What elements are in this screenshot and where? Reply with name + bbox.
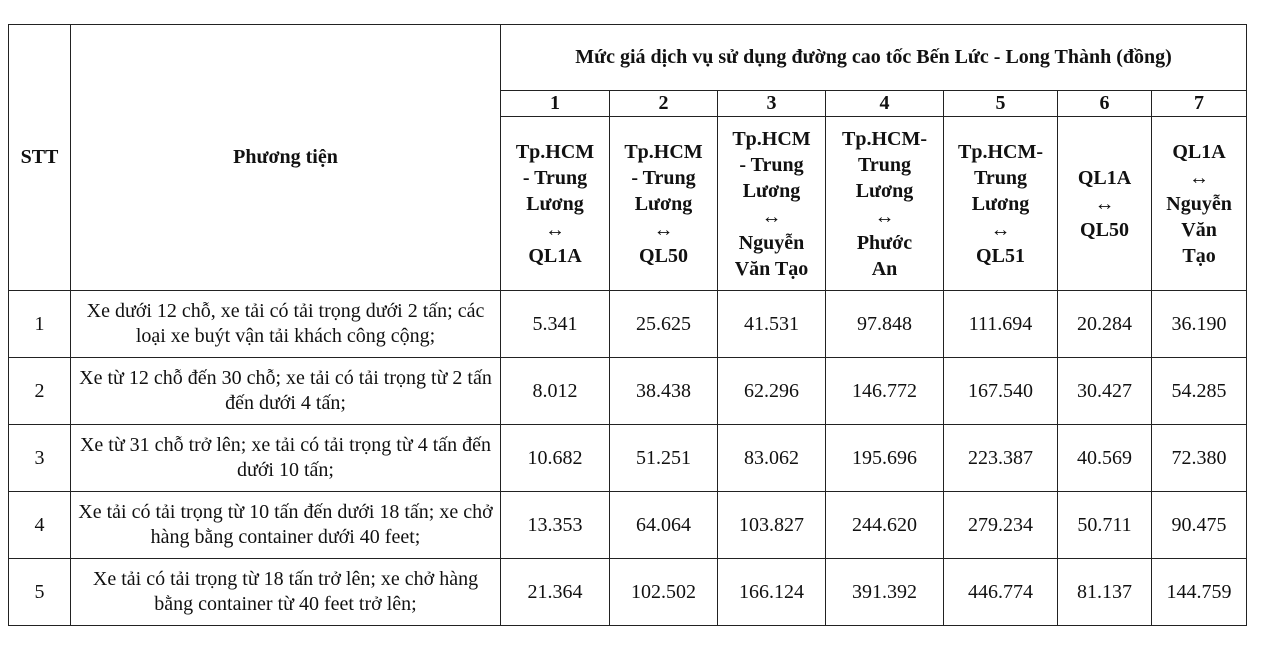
header-col-number: 7: [1152, 91, 1247, 117]
table-row: [9, 492, 1247, 559]
row-vehicle: Xe tải có tải trọng từ 18 tấn trở lên; xe chở hàng bằng container từ 40 feet trở lên;: [71, 559, 501, 626]
price-cell: 102.502: [610, 559, 718, 626]
route-label: Tp.HCM- Trung Lương ↔ Phước An: [842, 127, 927, 280]
price-cell: 21.364: [501, 559, 610, 626]
price-cell: 111.694: [944, 291, 1058, 358]
route-label: QL1A ↔ QL50: [1077, 166, 1132, 241]
row-vehicle: Xe tải có tải trọng từ 10 tấn đến dưới 18 tấn; xe chở hàng bằng container dưới 40 feet;: [71, 492, 501, 559]
header-stt: STT: [9, 25, 71, 291]
header-route: [501, 117, 610, 291]
price-cell: 40.569: [1058, 425, 1152, 492]
header-price-title: Mức giá dịch vụ sử dụng đường cao tốc Bến Lức - Long Thành (đồng): [501, 25, 1247, 91]
table-row: [9, 291, 1247, 358]
header-col-number: 4: [826, 91, 944, 117]
price-cell: 223.387: [944, 425, 1058, 492]
row-vehicle: Xe dưới 12 chỗ, xe tải có tải trọng dưới 2 tấn; các loại xe buýt vận tải khách công cộng;: [71, 291, 501, 358]
price-cell: 62.296: [718, 358, 826, 425]
price-cell: 25.625: [610, 291, 718, 358]
price-cell: 54.285: [1152, 358, 1247, 425]
header-col-number: 3: [718, 91, 826, 117]
price-cell: 20.284: [1058, 291, 1152, 358]
route-label: Tp.HCM- Trung Lương ↔ QL51: [958, 140, 1043, 267]
price-cell: 64.064: [610, 492, 718, 559]
route-label: Tp.HCM - Trung Lương ↔ QL50: [624, 140, 703, 267]
header-route: [826, 117, 944, 291]
route-label: Tp.HCM - Trung Lương ↔ Nguyễn Văn Tạo: [732, 127, 811, 280]
price-cell: 103.827: [718, 492, 826, 559]
route-label: Tp.HCM - Trung Lương ↔ QL1A: [515, 140, 595, 267]
price-cell: 83.062: [718, 425, 826, 492]
price-cell: 391.392: [826, 559, 944, 626]
header-col-number: 1: [501, 91, 610, 117]
table-row: [9, 559, 1247, 626]
price-cell: 146.772: [826, 358, 944, 425]
price-cell: 90.475: [1152, 492, 1247, 559]
header-route: [718, 117, 826, 291]
row-stt: 2: [9, 358, 71, 425]
row-vehicle: Xe từ 31 chỗ trở lên; xe tải có tải trọng từ 4 tấn đến dưới 10 tấn;: [71, 425, 501, 492]
price-cell: 5.341: [501, 291, 610, 358]
row-stt: 4: [9, 492, 71, 559]
price-cell: 36.190: [1152, 291, 1247, 358]
price-cell: 50.711: [1058, 492, 1152, 559]
header-route: [944, 117, 1058, 291]
price-cell: 166.124: [718, 559, 826, 626]
header-route: [610, 117, 718, 291]
header-vehicle: Phương tiện: [71, 25, 501, 291]
price-cell: 41.531: [718, 291, 826, 358]
price-cell: 167.540: [944, 358, 1058, 425]
price-cell: 8.012: [501, 358, 610, 425]
price-cell: 38.438: [610, 358, 718, 425]
table-row: [9, 358, 1247, 425]
toll-price-table: [8, 24, 1247, 626]
header-col-number: 6: [1058, 91, 1152, 117]
price-cell: 279.234: [944, 492, 1058, 559]
row-stt: 3: [9, 425, 71, 492]
price-cell: 244.620: [826, 492, 944, 559]
price-cell: 144.759: [1152, 559, 1247, 626]
header-route: [1058, 117, 1152, 291]
row-vehicle: Xe từ 12 chỗ đến 30 chỗ; xe tải có tải trọng từ 2 tấn đến dưới 4 tấn;: [71, 358, 501, 425]
price-cell: 81.137: [1058, 559, 1152, 626]
row-stt: 1: [9, 291, 71, 358]
price-cell: 97.848: [826, 291, 944, 358]
row-stt: 5: [9, 559, 71, 626]
route-label: QL1A ↔ Nguyễn Văn Tạo: [1166, 140, 1232, 267]
header-col-number: 2: [610, 91, 718, 117]
table-row: [9, 425, 1247, 492]
price-cell: 30.427: [1058, 358, 1152, 425]
price-cell: 13.353: [501, 492, 610, 559]
price-cell: 446.774: [944, 559, 1058, 626]
price-cell: 72.380: [1152, 425, 1247, 492]
header-route: [1152, 117, 1247, 291]
price-cell: 195.696: [826, 425, 944, 492]
price-cell: 10.682: [501, 425, 610, 492]
header-col-number: 5: [944, 91, 1058, 117]
price-cell: 51.251: [610, 425, 718, 492]
